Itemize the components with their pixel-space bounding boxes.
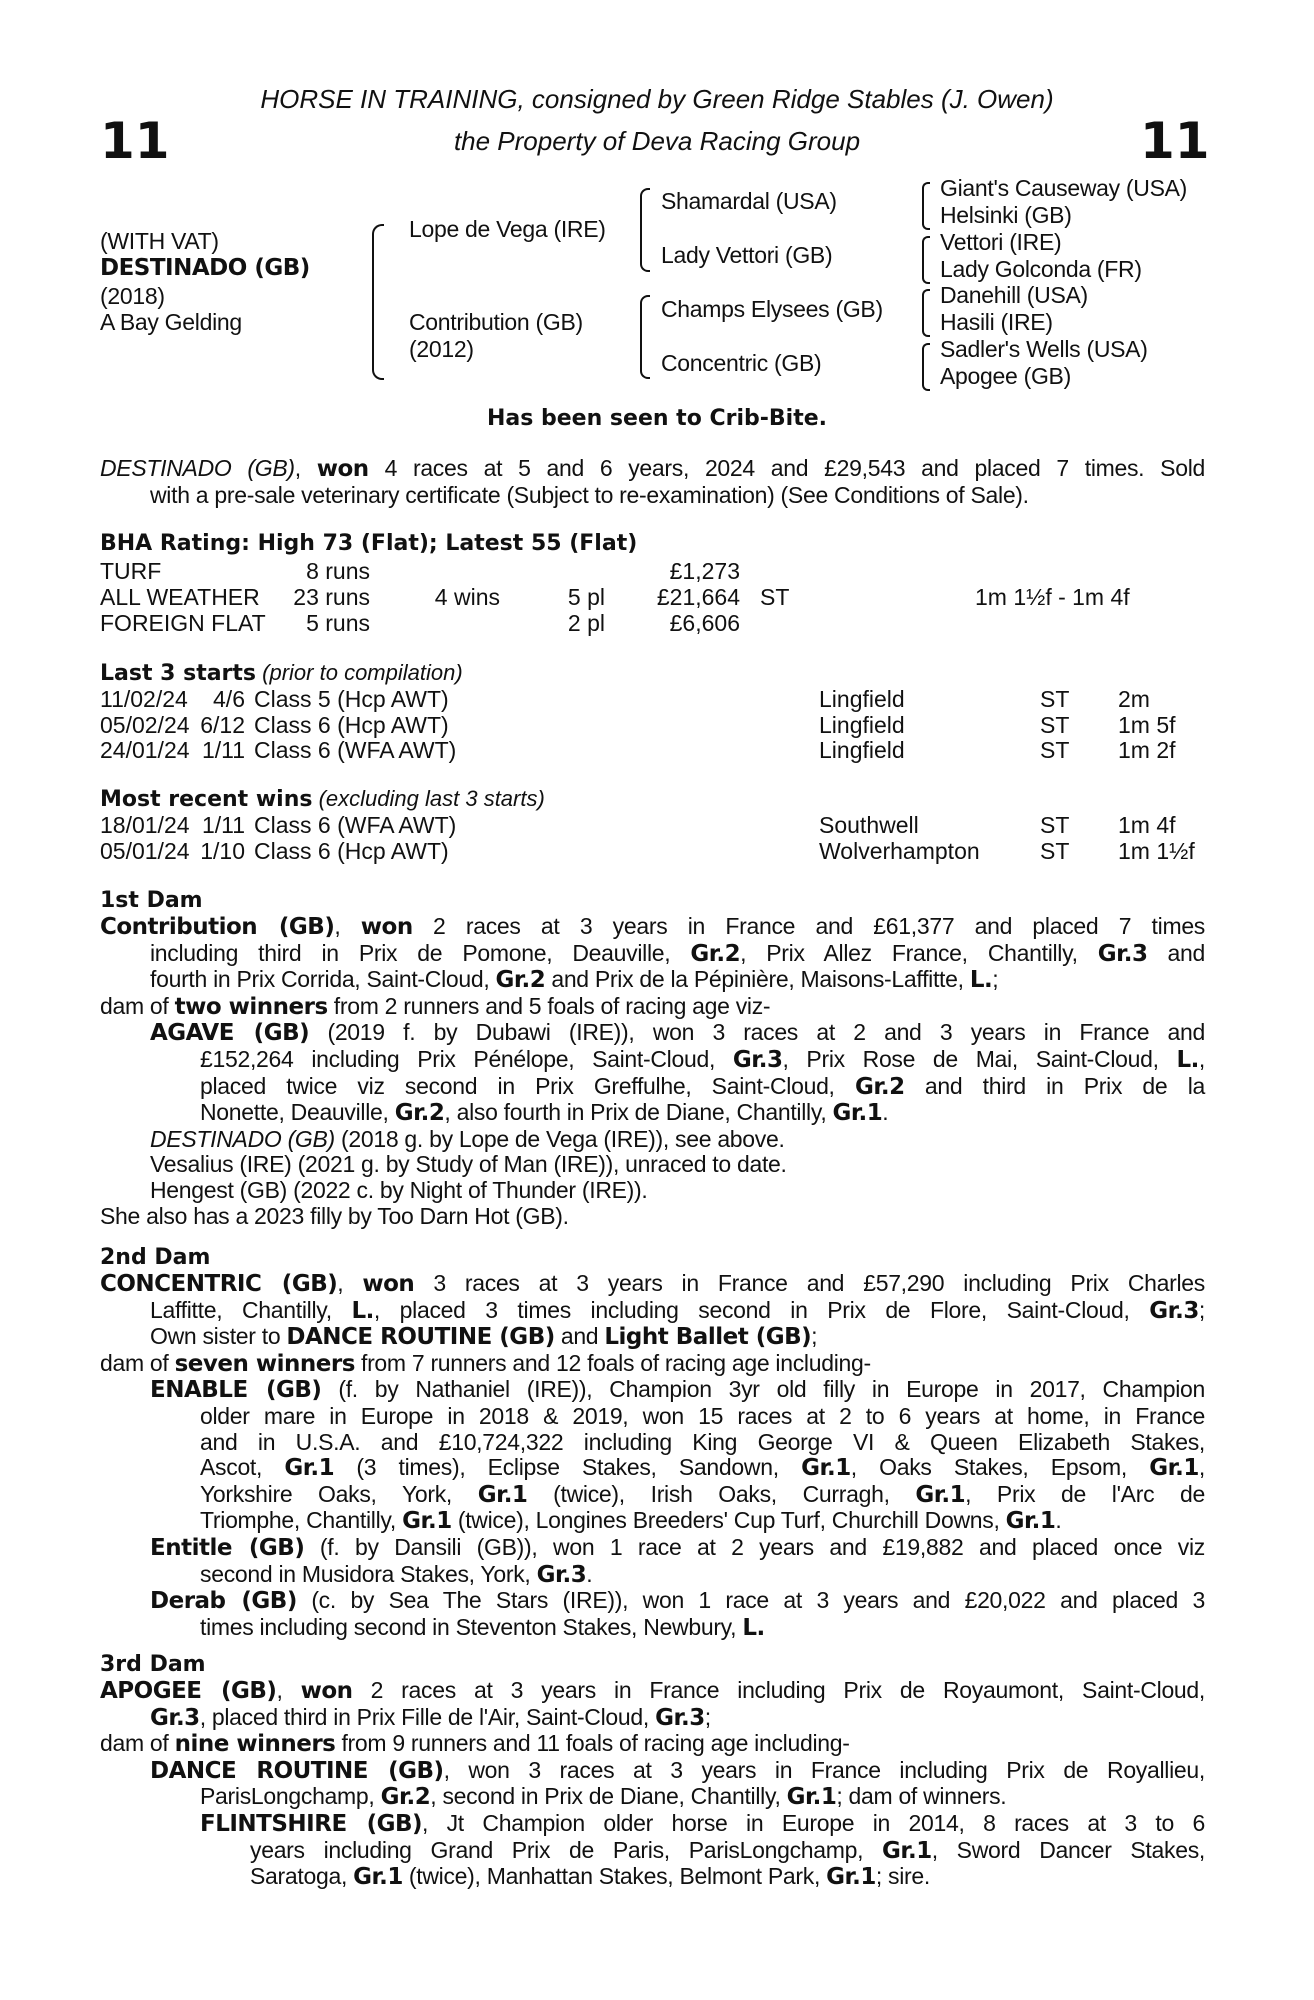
race-date: 05/01/24: [100, 837, 190, 864]
race-race: Class 6 (WFA AWT): [254, 812, 457, 838]
text-line: Ascot, Gr.1 (3 times), Eclipse Stakes, Sandown, Gr.1, Oaks Stakes, Epsom, Gr.1,: [200, 1454, 1206, 1482]
pedigree-sire-sire: Shamardal (USA): [661, 188, 837, 214]
race-row: [100, 712, 1220, 738]
recent-wins-heading: [100, 786, 545, 812]
pedigree-brace-g3-2: [922, 236, 930, 284]
recent-wins-subtitle: (excluding last 3 starts): [318, 786, 545, 811]
rating-surface: FOREIGN FLAT: [100, 610, 266, 636]
rating-surface: ALL WEATHER: [100, 584, 260, 610]
race-race: Class 5 (Hcp AWT): [254, 686, 449, 712]
text-line: DESTINADO (GB) (2018 g. by Lope de Vega (IRE)), see above.: [150, 1125, 785, 1152]
dam1-heading: 1st Dam: [100, 888, 203, 913]
pedigree-g3-2: Helsinki (GB): [940, 202, 1072, 228]
last-starts-subtitle: (prior to compilation): [262, 660, 463, 685]
summary-line-1: DESTINADO (GB), won 4 races at 5 and 6 years, 2024 and £29,543 and placed 7 times. Sold: [100, 455, 1206, 482]
race-date: 11/02/24: [100, 686, 188, 712]
rating-runs: 8 runs: [306, 558, 370, 584]
race-row: [100, 737, 1220, 763]
race-row: [100, 812, 1220, 838]
pedigree-brace-g3-3: [922, 289, 930, 337]
text-line: dam of seven winners from 7 runners and 12 foals of racing age including-: [100, 1349, 871, 1377]
text-line: ENABLE (GB) (f. by Nathaniel (IRE)), Champion 3yr old filly in Europe in 2017, Champion: [150, 1376, 1205, 1404]
text-line: Triomphe, Chantilly, Gr.1 (twice), Longines Breeders' Cup Turf, Churchill Downs, Gr.1.: [200, 1507, 1062, 1535]
dam3-paragraph: [100, 1678, 1205, 1891]
summary-paragraph: [100, 456, 1205, 508]
summary-won: won: [316, 456, 369, 482]
rating-distance: 1m 1½f - 1m 4f: [975, 584, 1130, 610]
race-pos: 6/12: [200, 711, 245, 738]
pedigree-dam: Contribution (GB): [409, 309, 583, 335]
text-line: times including second in Steventon Stakes, Newbury, L.: [200, 1613, 765, 1641]
header-property: the Property of Deva Racing Group: [453, 126, 861, 156]
race-going: ST: [1040, 686, 1070, 712]
rating-row: [100, 610, 1220, 636]
race-going: ST: [1040, 711, 1070, 738]
text-line: Nonette, Deauville, Gr.2, also fourth in Prix de Diane, Chantilly, Gr.1.: [200, 1099, 889, 1127]
race-date: 18/01/24: [100, 812, 190, 838]
dam2-paragraph: [100, 1271, 1205, 1641]
race-pos: 1/10: [200, 837, 245, 864]
text-line: ParisLongchamp, Gr.2, second in Prix de Diane, Chantilly, Gr.1; dam of winners.: [200, 1783, 1007, 1811]
text-line: AGAVE (GB) (2019 f. by Dubawi (IRE)), won 3 races at 2 and 3 years in France and: [150, 1019, 1205, 1047]
race-going: ST: [1040, 812, 1070, 838]
bha-rating-title: BHA Rating: High 73 (Flat); Latest 55 (Flat): [100, 531, 638, 556]
pedigree-dam-sire: Champs Elysees (GB): [661, 296, 883, 322]
race-going: ST: [1040, 737, 1070, 764]
rating-prize: £21,664: [656, 584, 740, 610]
text-line: Laffitte, Chantilly, L., placed 3 times including second in Prix de Flore, Saint-Cloud, Gr.3;: [150, 1296, 1205, 1324]
text-line: CONCENTRIC (GB), won 3 races at 3 years in France and £57,290 including Prix Charles: [100, 1270, 1205, 1297]
pedigree-dam-dam: Concentric (GB): [661, 350, 822, 376]
text-line: She also has a 2023 filly by Too Darn Hot (GB).: [100, 1202, 569, 1229]
text-line: £152,264 including Prix Pénélope, Saint-Cloud, Gr.3, Prix Rose de Mai, Saint-Cloud, L.,: [200, 1045, 1205, 1073]
pedigree-brace-g3-4: [922, 343, 930, 391]
text-line: FLINTSHIRE (GB), Jt Champion older horse in Europe in 2014, 8 races at 3 to 6: [200, 1809, 1205, 1837]
horse-name: DESTINADO (GB): [100, 255, 310, 281]
pedigree-brace-g3-1: [922, 182, 930, 230]
race-pos: 1/11: [201, 812, 245, 838]
race-row: [100, 838, 1220, 864]
race-course: Wolverhampton: [819, 837, 980, 864]
vat-label: (WITH VAT): [100, 228, 219, 254]
pedigree-g3-6: Hasili (IRE): [940, 309, 1053, 335]
horse-year: (2018): [100, 283, 165, 309]
race-dist: 2m: [1118, 686, 1150, 712]
race-course: Lingfield: [819, 686, 905, 712]
race-pos: 1/11: [201, 737, 245, 764]
rating-going: ST: [760, 584, 790, 610]
race-race: Class 6 (WFA AWT): [254, 737, 457, 764]
rating-wins: 4 wins: [434, 584, 500, 610]
dam3-heading: 3rd Dam: [100, 1652, 206, 1677]
text-line: placed twice viz second in Prix Greffulhe, Saint-Cloud, Gr.2 and third in Prix de la: [200, 1072, 1205, 1100]
rating-prize: £1,273: [669, 558, 740, 584]
pedigree-brace-dam: [640, 295, 650, 379]
race-dist: 1m 2f: [1118, 737, 1176, 764]
text-line: DANCE ROUTINE (GB), won 3 races at 3 years in France including Prix de Royallieu,: [150, 1756, 1206, 1784]
text-line: Entitle (GB) (f. by Dansili (GB)), won 1 race at 2 years and £19,882 and placed once viz: [150, 1533, 1205, 1561]
race-course: Lingfield: [819, 737, 905, 764]
last-starts-title: Last 3 starts: [100, 661, 257, 686]
text-line: APOGEE (GB), won 2 races at 3 years in France including Prix de Royaumont, Saint-Cloud,: [100, 1677, 1206, 1704]
pedigree-g3-4: Lady Golconda (FR): [940, 256, 1142, 282]
horse-description: A Bay Gelding: [100, 309, 242, 335]
recent-wins-title: Most recent wins: [100, 787, 313, 812]
text-line: and in U.S.A. and £10,724,322 including King George VI & Queen Elizabeth Stakes,: [200, 1428, 1205, 1455]
pedigree-g3-5: Danehill (USA): [940, 282, 1088, 308]
text-line: Vesalius (IRE) (2021 g. by Study of Man (IRE)), unraced to date.: [150, 1151, 787, 1178]
text-line: years including Grand Prix de Paris, ParisLongchamp, Gr.1, Sword Dancer Stakes,: [250, 1836, 1205, 1864]
text-line: older mare in Europe in 2018 & 2019, won 15 races at 2 to 6 years at home, in France: [200, 1402, 1205, 1429]
rating-runs: 23 runs: [293, 584, 370, 610]
race-pos: 4/6: [213, 686, 245, 712]
pedigree-brace-sire: [640, 188, 650, 272]
pedigree-g3-3: Vettori (IRE): [940, 229, 1062, 255]
race-dist: 1m 1½f: [1118, 837, 1195, 864]
crib-bite-note: Has been seen to Crib-Bite.: [487, 406, 827, 431]
pedigree-g3-1: Giant's Causeway (USA): [940, 175, 1188, 201]
rating-placed: 5 pl: [567, 584, 605, 610]
race-course: Lingfield: [819, 711, 905, 738]
lot-number-left: 11: [100, 112, 170, 170]
lot-number-right: 11: [1140, 112, 1210, 170]
summary-horse-name: DESTINADO (GB): [100, 455, 295, 481]
rating-row: [100, 584, 1220, 610]
text-line: dam of nine winners from 9 runners and 11 foals of racing age including-: [100, 1730, 850, 1758]
pedigree-dam-year: (2012): [409, 336, 474, 362]
dam1-paragraph: [100, 914, 1205, 1229]
text-line: including third in Prix de Pomone, Deauville, Gr.2, Prix Allez France, Chantilly, Gr.3 and: [150, 939, 1205, 967]
text-line: Own sister to DANCE ROUTINE (GB) and Light Ballet (GB);: [150, 1323, 818, 1351]
pedigree-g3-8: Apogee (GB): [940, 363, 1071, 389]
rating-runs: 5 runs: [306, 610, 370, 636]
rating-placed: 2 pl: [567, 610, 605, 636]
pedigree-brace-1: [372, 224, 384, 380]
summary-text: 4 races at 5 and 6 years, 2024 and £29,543 and placed 7 times. Sold: [368, 455, 1206, 481]
race-course: Southwell: [819, 812, 919, 838]
summary-line-2: with a pre-sale veterinary certificate (Subject to re-examination) (See Conditions of Sale).: [150, 481, 1029, 508]
dam2-heading: 2nd Dam: [100, 1245, 211, 1270]
pedigree-g3-7: Sadler's Wells (USA): [940, 336, 1148, 362]
race-race: Class 6 (Hcp AWT): [254, 837, 449, 864]
text-line: Saratoga, Gr.1 (twice), Manhattan Stakes, Belmont Park, Gr.1; sire.: [250, 1863, 930, 1891]
rating-row: [100, 558, 1220, 584]
text-line: second in Musidora Stakes, York, Gr.3.: [200, 1560, 593, 1588]
rating-prize: £6,606: [669, 610, 740, 636]
pedigree-sire-dam: Lady Vettori (GB): [661, 242, 833, 268]
race-race: Class 6 (Hcp AWT): [254, 711, 449, 738]
race-dist: 1m 4f: [1118, 812, 1176, 838]
pedigree-sire: Lope de Vega (IRE): [409, 216, 606, 242]
last-starts-heading: [100, 660, 463, 686]
text-line: dam of two winners from 2 runners and 5 foals of racing age viz-: [100, 992, 771, 1020]
rating-surface: TURF: [100, 558, 162, 584]
text-line: Contribution (GB), won 2 races at 3 years in France and £61,377 and placed 7 times: [100, 913, 1206, 940]
race-going: ST: [1040, 837, 1070, 864]
race-date: 05/02/24: [100, 711, 190, 738]
race-date: 24/01/24: [100, 737, 190, 764]
race-dist: 1m 5f: [1118, 711, 1176, 738]
race-row: [100, 686, 1220, 712]
text-line: Hengest (GB) (2022 c. by Night of Thunder (IRE)).: [150, 1176, 648, 1203]
text-line: Gr.3, placed third in Prix Fille de l'Air, Saint-Cloud, Gr.3;: [150, 1703, 711, 1731]
text-line: Yorkshire Oaks, York, Gr.1 (twice), Irish Oaks, Curragh, Gr.1, Prix de l'Arc de: [200, 1480, 1205, 1508]
header-consignor: HORSE IN TRAINING, consigned by Green Ridge Stables (J. Owen): [260, 84, 1054, 114]
text-line: Derab (GB) (c. by Sea The Stars (IRE)), won 1 race at 3 years and £20,022 and placed 3: [150, 1587, 1205, 1615]
text-line: fourth in Prix Corrida, Saint-Cloud, Gr.2 and Prix de la Pépinière, Maisons-Laffitte, L.;: [150, 966, 999, 994]
